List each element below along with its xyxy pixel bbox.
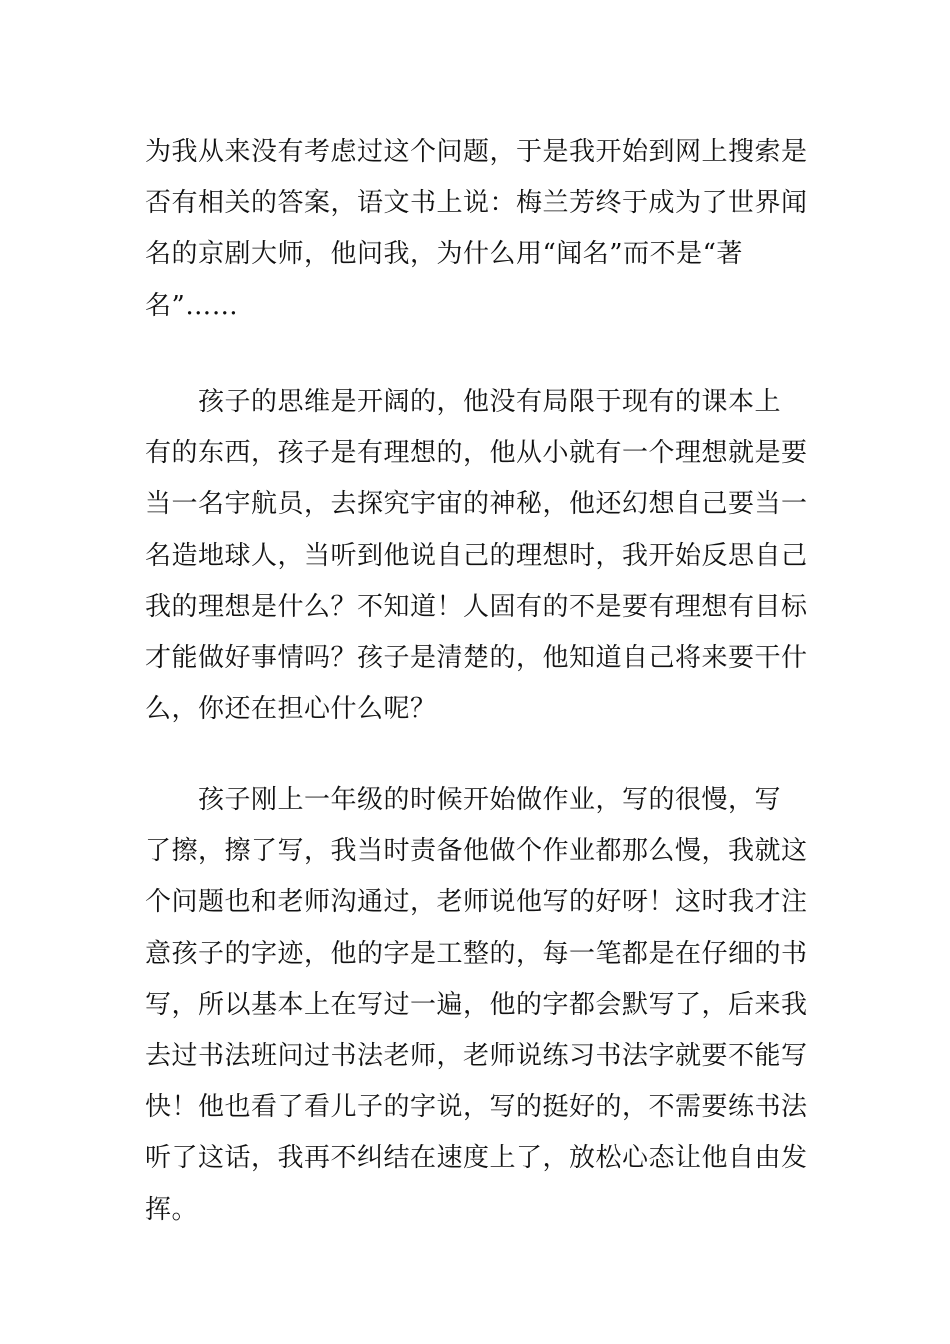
text-line: 去过书法班问过书法老师，老师说练习书法字就要不能写 xyxy=(145,1040,808,1071)
text-line: 当一名宇航员，去探究宇宙的神秘，他还幻想自己要当一 xyxy=(145,489,808,520)
paragraph-2 xyxy=(145,377,809,735)
text-line: 名”…… xyxy=(145,290,239,321)
text-line: 才能做好事情吗？孩子是清楚的，他知道自己将来要干什 xyxy=(145,642,808,673)
text-line: 写，所以基本上在写过一遍，他的字都会默写了，后来我 xyxy=(145,989,808,1020)
paragraph-1 xyxy=(145,127,809,332)
text-line: 名的京剧大师，他问我，为什么用“闻名”而不是“著 xyxy=(145,239,743,270)
text-line: 有的东西，孩子是有理想的，他从小就有一个理想就是要 xyxy=(145,438,808,469)
text-line: 快！他也看了看儿子的字说，写的挺好的，不需要练书法 xyxy=(145,1092,808,1123)
text-line: 挥。 xyxy=(145,1194,199,1225)
text-line: 孩子的思维是开阔的，他没有局限于现有的课本上 xyxy=(145,387,782,417)
text-line: 了擦，擦了写，我当时责备他做个作业都那么慢，我就这 xyxy=(145,836,808,867)
paragraph-3 xyxy=(145,775,809,1236)
text-line: 听了这话，我再不纠结在速度上了，放松心态让他自由发 xyxy=(145,1143,808,1174)
text-line: 名造地球人，当听到他说自己的理想时，我开始反思自己 xyxy=(145,540,808,571)
text-line: 孩子刚上一年级的时候开始做作业，写的很慢，写 xyxy=(145,785,782,815)
text-line: 我的理想是什么？不知道！人固有的不是要有理想有目标 xyxy=(145,591,808,622)
text-line: 意孩子的字迹，他的字是工整的，每一笔都是在仔细的书 xyxy=(145,938,808,969)
text-line: 个问题也和老师沟通过，老师说他写的好呀！这时我才注 xyxy=(145,887,808,918)
text-line: 否有相关的答案，语文书上说：梅兰芳终于成为了世界闻 xyxy=(145,188,808,219)
text-line: 么，你还在担心什么呢？ xyxy=(145,694,437,725)
text-line: 为我从来没有考虑过这个问题，于是我开始到网上搜索是 xyxy=(145,137,808,167)
